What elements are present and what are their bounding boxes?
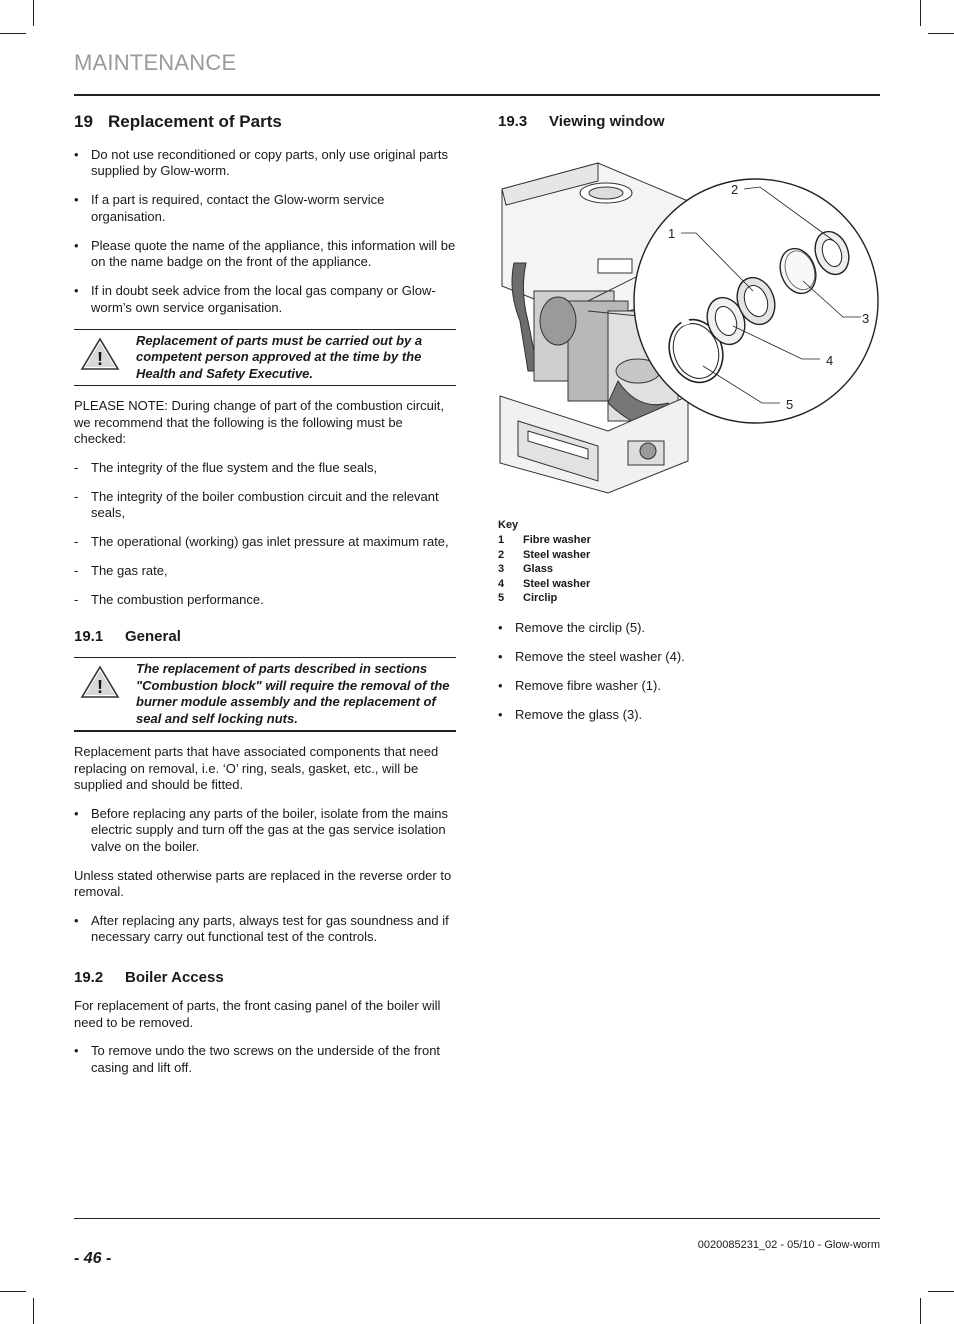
section-19-heading — [74, 114, 456, 131]
warning-icon — [74, 333, 136, 383]
key-title: Key — [498, 518, 519, 531]
page-header-title: MAINTENANCE — [74, 50, 237, 75]
section-19-bullets — [74, 147, 456, 317]
viewing-window-figure — [498, 141, 880, 521]
crop-mark — [928, 33, 954, 34]
svg-text:!: ! — [97, 348, 103, 369]
warning-icon — [74, 661, 136, 727]
list-item: • Remove the circlip (5). — [498, 619, 646, 635]
list-item: - The gas rate, — [74, 563, 168, 578]
crop-mark — [0, 1291, 26, 1292]
key-row: 3 Glass — [498, 563, 553, 575]
section-19-1-heading: 19.1 General — [74, 627, 181, 645]
crop-mark — [920, 0, 921, 26]
right-column — [498, 110, 880, 736]
crop-mark — [33, 1298, 34, 1324]
warning-box — [74, 657, 456, 732]
bullet-list — [74, 1043, 456, 1076]
list-item: • Before replacing any parts of the boiler, isolate from the mains electric supply and turn off the gas at the gas service isolation valve on the boiler. — [74, 805, 448, 854]
crop-mark — [920, 1298, 921, 1324]
section-title: Replacement of Parts — [108, 112, 282, 131]
note-paragraph: PLEASE NOTE: During change of part of the combustion circuit, we recommend that the following is the following must be checked: — [74, 398, 444, 446]
section-19-3-heading: 19.3 Viewing window — [498, 113, 665, 130]
warning-text: The replacement of parts described in sections "Combustion block" will require the removal of the burner module assembly and the replacement of seal and self locking nuts. — [136, 661, 450, 726]
list-item: • Remove the glass (3). — [498, 706, 643, 722]
key-row: 4 Steel washer — [498, 577, 591, 590]
steps-list — [498, 620, 880, 724]
list-item: - The operational (working) gas inlet pressure at maximum rate, — [74, 534, 449, 549]
check-list — [74, 460, 456, 609]
key-row: 5 Circlip — [498, 592, 558, 604]
boiler-illustration — [498, 141, 880, 501]
callout-1: 1 — [668, 225, 676, 241]
paragraph: Replacement parts that have associated components that need replacing on removal, i.e. ‘O’ ring, seals, gasket, etc., will be supplied and should be fitted. — [74, 744, 439, 792]
bullet-list — [74, 913, 456, 946]
key-row: 2 Steel washer — [498, 548, 591, 561]
bullet-list — [74, 806, 456, 856]
list-item: - The integrity of the flue system and the flue seals, — [74, 459, 378, 475]
footer-doc-reference: 0020085231_02 - 05/10 - Glow-worm — [697, 1239, 880, 1251]
list-item: • Do not use reconditioned or copy parts, only use original parts supplied by Glow-worm. — [74, 146, 448, 178]
list-item: - The integrity of the boiler combustion circuit and the relevant seals, — [74, 488, 439, 520]
figure-key — [498, 517, 880, 606]
warning-box — [74, 329, 456, 387]
paragraph: For replacement of parts, the front casing panel of the boiler will need to be removed. — [74, 998, 441, 1030]
list-item: • To remove undo the two screws on the underside of the front casing and lift off. — [74, 1043, 441, 1075]
callout-2: 2 — [731, 181, 739, 197]
list-item: • If a part is required, contact the Glow-worm service organisation. — [74, 192, 385, 224]
svg-text:!: ! — [97, 677, 103, 697]
header-rule — [74, 94, 880, 96]
crop-mark — [928, 1291, 954, 1292]
crop-mark — [33, 0, 34, 26]
callout-4: 4 — [826, 352, 834, 368]
page-number: - 46 - — [74, 1250, 112, 1267]
callout-3: 3 — [862, 310, 870, 326]
list-item: • If in doubt seek advice from the local gas company or Glow-worm’s own service organisation. — [74, 283, 436, 315]
key-row: 1 Fibre washer — [498, 534, 591, 546]
paragraph: Unless stated otherwise parts are replaced in the reverse order to removal. — [74, 867, 452, 899]
warning-text: Replacement of parts must be carried out by a competent person approved at the time by the Health and Safety Executive. — [136, 332, 423, 381]
list-item: • Please quote the name of the appliance, this information will be on the name badge on the front of the appliance. — [74, 237, 456, 269]
list-item: • Remove the steel washer (4). — [498, 648, 685, 664]
list-item: - The combustion performance. — [74, 592, 264, 607]
section-number: 19 — [74, 112, 93, 131]
list-item: • After replacing any parts, always test for gas soundness and if necessary carry out functional test of the controls. — [74, 912, 449, 944]
callout-5: 5 — [786, 396, 794, 412]
footer-rule — [74, 1218, 880, 1219]
list-item: • Remove fibre washer (1). — [498, 677, 661, 693]
section-19-2-heading: 19.2 Boiler Access — [74, 968, 224, 986]
crop-mark — [0, 33, 26, 34]
left-column — [74, 110, 456, 1089]
